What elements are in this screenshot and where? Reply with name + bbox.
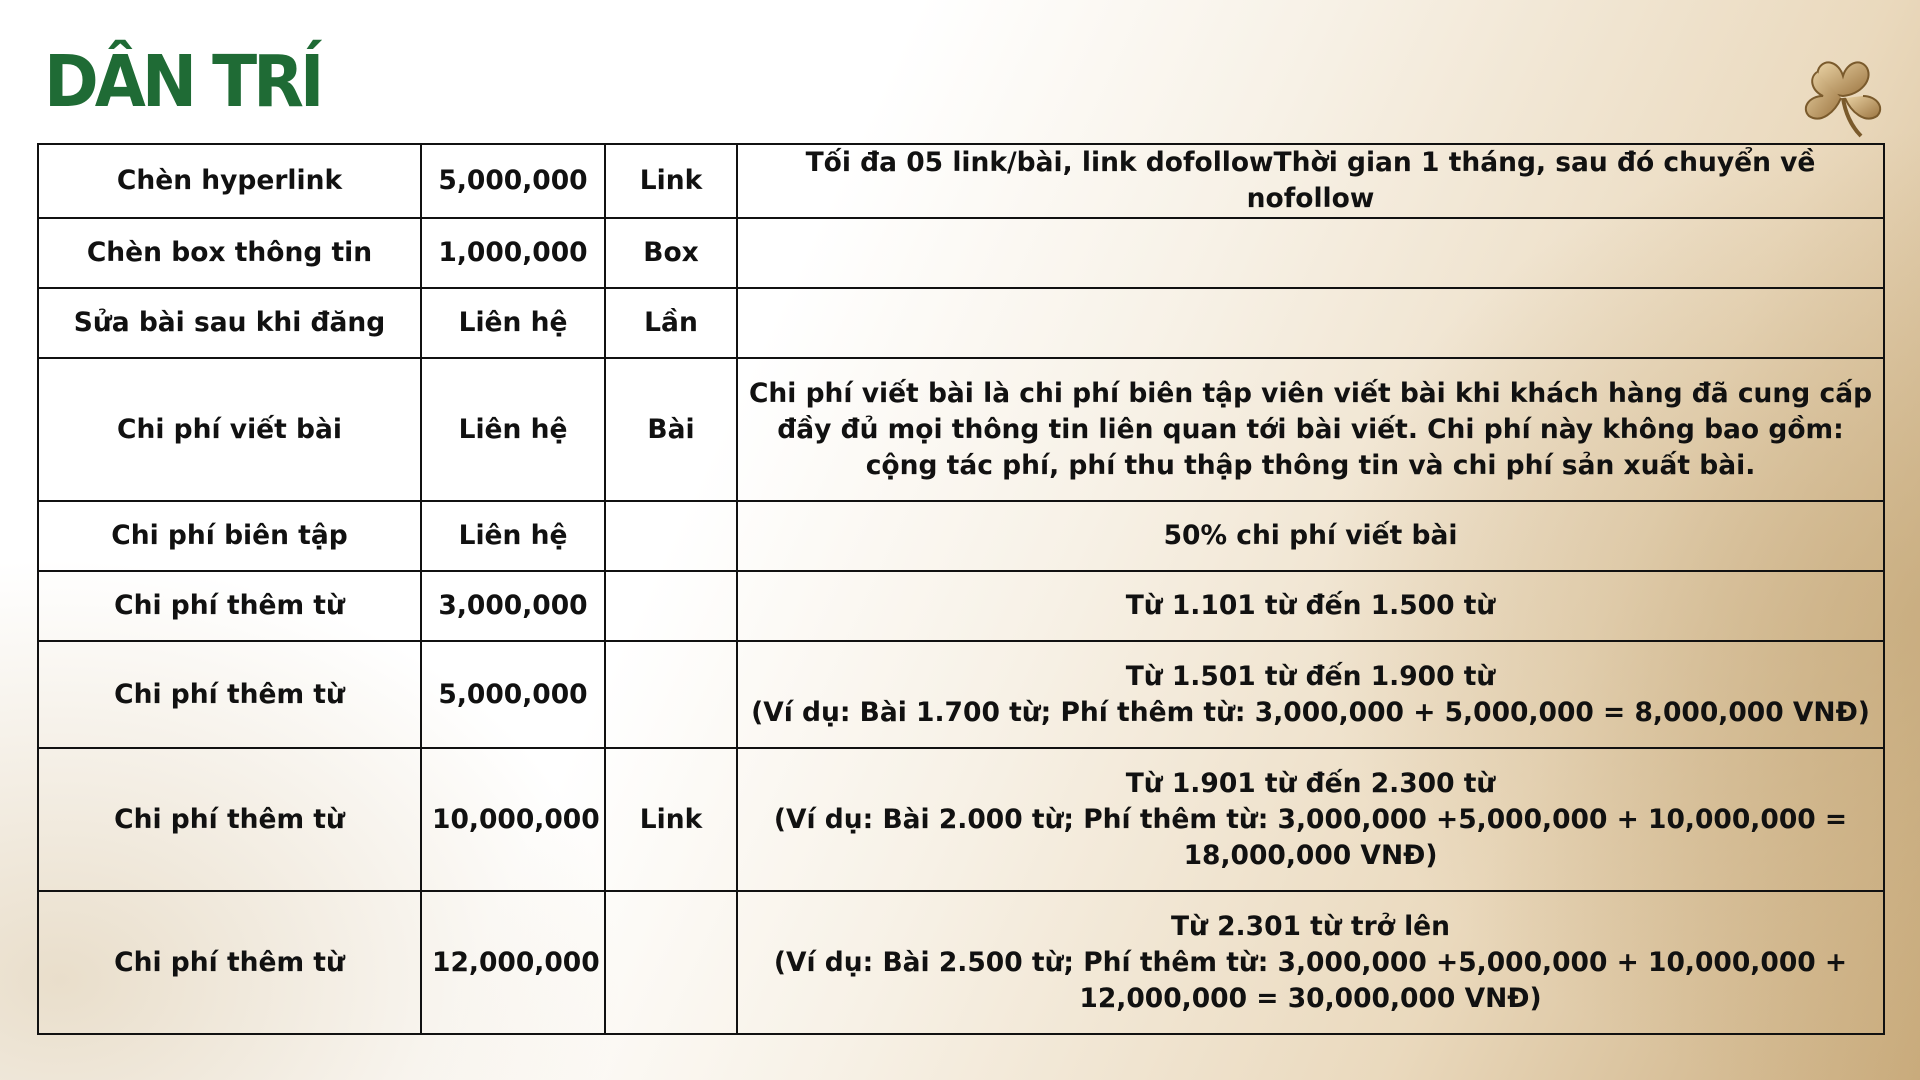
unit-cell	[605, 891, 737, 1034]
note-line: (Ví dụ: Bài 1.700 từ; Phí thêm từ: 3,000,000 + 5,000,000 = 8,000,000 VNĐ)	[751, 696, 1870, 728]
note-line: Chi phí viết bài là chi phí biên tập viên viết bài khi khách hàng đã cung cấp đầy đủ mọi thông tin liên quan tới bài viết. Chi phí này không bao gồm: cộng tác phí, phí thu thập thông tin và chi phí sản xuất bài.	[748, 377, 1873, 481]
logo-text: DÂN TRÍ	[44, 39, 321, 124]
price-cell: 10,000,000	[421, 748, 605, 891]
note-line: Từ 1.501 từ đến 1.900 từ	[1125, 660, 1496, 692]
unit-cell: Bài	[605, 358, 737, 501]
note-cell	[737, 358, 1884, 501]
price-cell: Liên hệ	[421, 501, 605, 571]
table-row	[38, 218, 1884, 288]
note-cell	[737, 748, 1884, 891]
note-cell	[737, 891, 1884, 1034]
price-cell: 1,000,000	[421, 218, 605, 288]
table-row	[38, 748, 1884, 891]
unit-cell: Box	[605, 218, 737, 288]
table-row	[38, 288, 1884, 358]
table-row	[38, 144, 1884, 218]
unit-cell: Link	[605, 144, 737, 218]
price-cell: 12,000,000	[421, 891, 605, 1034]
note-cell	[737, 641, 1884, 748]
unit-cell: Lần	[605, 288, 737, 358]
item-cell: Chi phí thêm từ	[38, 748, 421, 891]
table-row	[38, 891, 1884, 1034]
item-cell: Chèn hyperlink	[38, 144, 421, 218]
item-cell: Chi phí thêm từ	[38, 571, 421, 641]
note-line: Từ 1.101 từ đến 1.500 từ	[1125, 590, 1496, 621]
note-line: Từ 2.301 từ trở lên	[1170, 910, 1451, 942]
item-cell: Chèn box thông tin	[38, 218, 421, 288]
pricing-table	[37, 143, 1885, 1035]
unit-cell	[605, 641, 737, 748]
note-cell	[737, 218, 1884, 288]
price-cell: Liên hệ	[421, 288, 605, 358]
table-row	[38, 641, 1884, 748]
dantri-logo[interactable]	[44, 39, 321, 124]
unit-cell: Link	[605, 748, 737, 891]
note-line: Tối đa 05 link/bài, link dofollowThời gian 1 tháng, sau đó chuyển về nofollow	[805, 147, 1816, 214]
table-row	[38, 571, 1884, 641]
note-line: 50% chi phí viết bài	[1163, 520, 1458, 551]
note-line: (Ví dụ: Bài 2.000 từ; Phí thêm từ: 3,000,000 +5,000,000 + 10,000,000 = 18,000,000 VNĐ)	[773, 803, 1848, 871]
item-cell: Chi phí biên tập	[38, 501, 421, 571]
note-line: Từ 1.901 từ đến 2.300 từ	[1125, 767, 1496, 799]
table-row	[38, 358, 1884, 501]
item-cell: Sửa bài sau khi đăng	[38, 288, 421, 358]
price-cell: Liên hệ	[421, 358, 605, 501]
note-cell	[737, 288, 1884, 358]
item-cell: Chi phí thêm từ	[38, 891, 421, 1034]
note-line: (Ví dụ: Bài 2.500 từ; Phí thêm từ: 3,000,000 +5,000,000 + 10,000,000 + 12,000,000 = 30,000,000 VNĐ)	[773, 946, 1848, 1014]
table-row	[38, 501, 1884, 571]
price-cell: 5,000,000	[421, 641, 605, 748]
unit-cell	[605, 501, 737, 571]
note-cell	[737, 144, 1884, 218]
item-cell: Chi phí viết bài	[38, 358, 421, 501]
note-cell	[737, 501, 1884, 571]
item-cell: Chi phí thêm từ	[38, 641, 421, 748]
price-cell: 3,000,000	[421, 571, 605, 641]
price-cell: 5,000,000	[421, 144, 605, 218]
clover-icon	[1795, 50, 1891, 140]
unit-cell	[605, 571, 737, 641]
note-cell	[737, 571, 1884, 641]
